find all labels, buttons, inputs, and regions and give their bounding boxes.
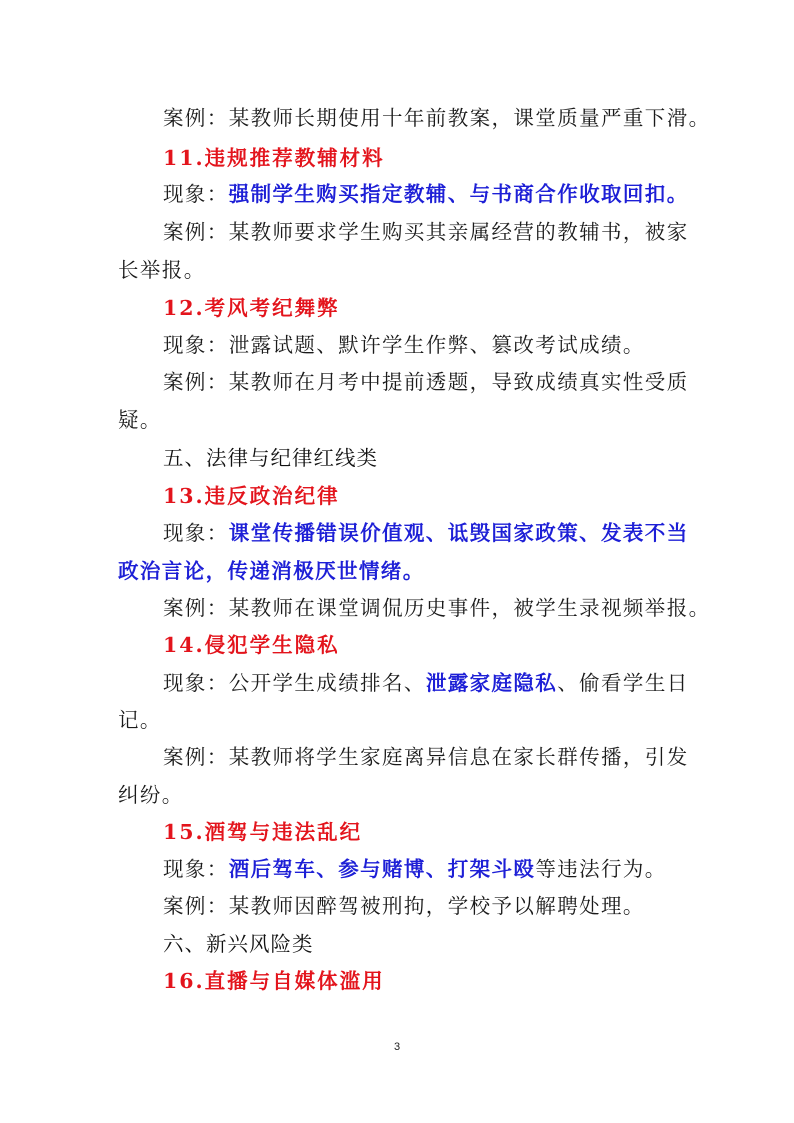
phenomenon-15: 现象：酒后驾车、参与赌博、打架斗殴等违法行为。 [163, 857, 667, 881]
emphasis-text: 强制学生购买指定教辅、与书商合作收取回扣。 [228, 182, 689, 206]
case-12-line-2: 疑。 [118, 408, 162, 432]
case-line-10: 案例：某教师长期使用十年前教案，课堂质量严重下滑。 [163, 106, 711, 130]
heading-11: 11.违规推荐教辅材料 [163, 146, 385, 170]
case-14-line-2: 纠纷。 [118, 783, 184, 807]
heading-13: 13.违反政治纪律 [163, 484, 340, 508]
emphasis-text: 泄露家庭隐私 [425, 671, 558, 695]
phenomenon-11: 现象：强制学生购买指定教辅、与书商合作收取回扣。 [163, 182, 689, 206]
phenomenon-14-line-1: 现象：公开学生成绩排名、泄露家庭隐私、偷看学生日 [163, 671, 689, 695]
emphasis-text: 酒后驾车、参与赌博、打架斗殴 [228, 857, 536, 881]
heading-15: 15.酒驾与违法乱纪 [163, 820, 363, 844]
phenomenon-13-line-1: 现象：课堂传播错误价值观、诋毁国家政策、发表不当 [163, 521, 689, 545]
emphasis-text: 课堂传播错误价值观、诋毁国家政策、发表不当 [228, 521, 689, 545]
case-11-line-2: 长举报。 [118, 258, 206, 282]
heading-16: 16.直播与自媒体滥用 [163, 969, 385, 993]
section-title-6: 六、新兴风险类 [163, 932, 314, 956]
case-14-line-1: 案例：某教师将学生家庭离异信息在家长群传播，引发 [163, 745, 689, 769]
section-title-5: 五、法律与纪律红线类 [163, 446, 378, 470]
page-number: 3 [393, 1041, 401, 1053]
case-11-line-1: 案例：某教师要求学生购买其亲属经营的教辅书，被家 [163, 220, 689, 244]
heading-14: 14.侵犯学生隐私 [163, 633, 340, 657]
phenomenon-12: 现象：泄露试题、默许学生作弊、篡改考试成绩。 [163, 333, 645, 357]
phenomenon-14-line-2: 记。 [118, 708, 162, 732]
phenomenon-13-line-2: 政治言论，传递消极厌世情绪。 [118, 559, 425, 583]
heading-12: 12.考风考纪舞弊 [163, 296, 340, 320]
case-12-line-1: 案例：某教师在月考中提前透题，导致成绩真实性受质 [163, 370, 689, 394]
case-15: 案例：某教师因醉驾被刑拘，学校予以解聘处理。 [163, 894, 645, 918]
case-13: 案例：某教师在课堂调侃历史事件，被学生录视频举报。 [163, 596, 711, 620]
